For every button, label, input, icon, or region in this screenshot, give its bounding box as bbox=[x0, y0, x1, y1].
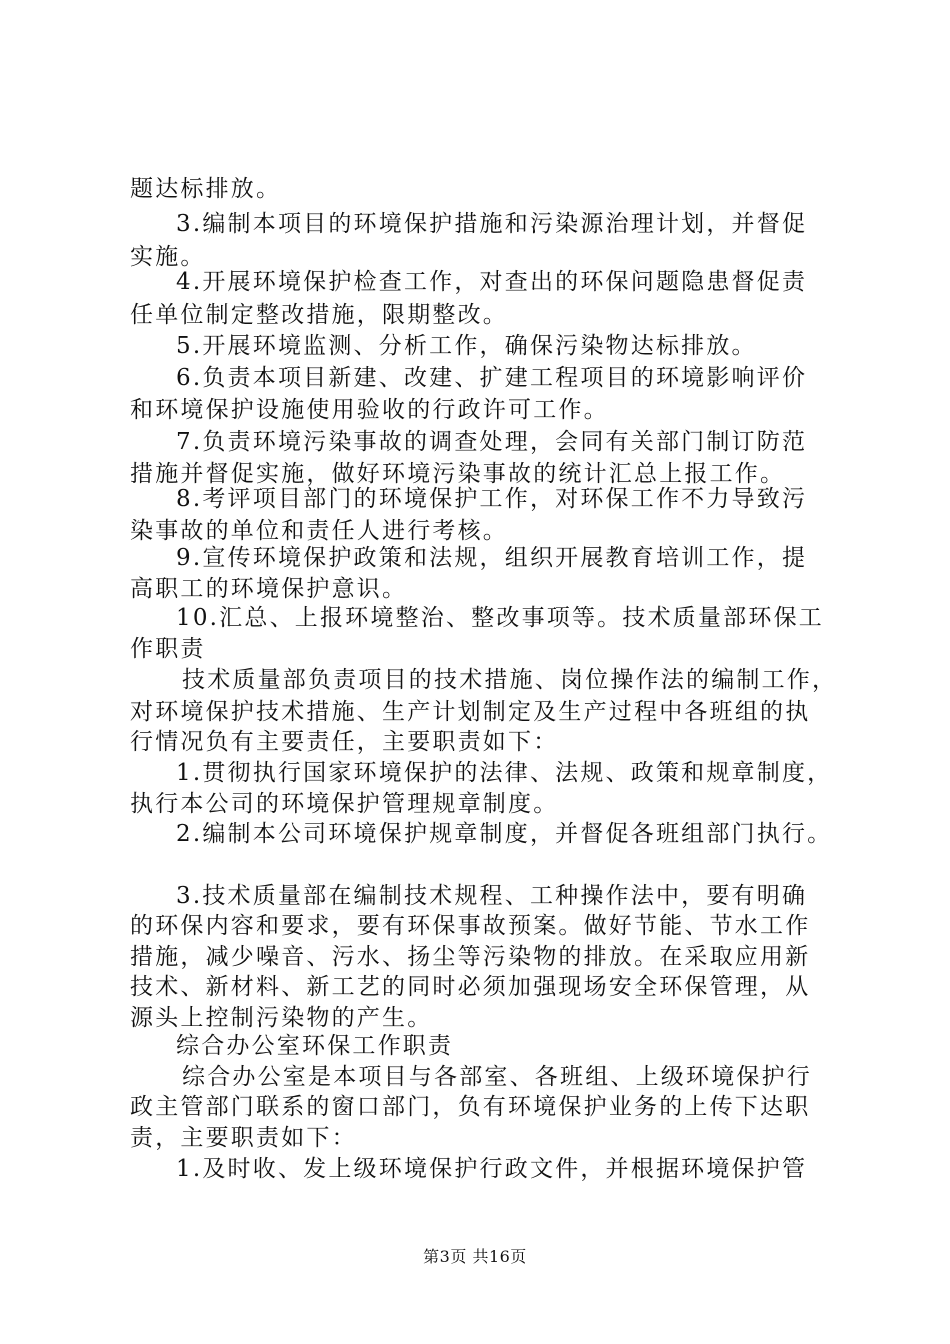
text-line: 执行本公司的环境保护管理规章制度。 bbox=[130, 791, 559, 817]
text-line: 1.贯彻执行国家环境保护的法律、法规、政策和规章制度， bbox=[176, 760, 833, 786]
text-line: 10.汇总、上报环境整治、整改事项等。技术质量部环保工 bbox=[176, 605, 824, 631]
text-line: 题达标排放。 bbox=[130, 176, 282, 202]
text-line: 高职工的环境保护意识。 bbox=[130, 576, 408, 602]
text-line: 对环境保护技术措施、生产计划制定及生产过程中各班组的执 bbox=[130, 699, 811, 725]
text-line: 技术质量部负责项目的技术措施、岗位操作法的编制工作， bbox=[182, 667, 838, 693]
text-line: 措施，减少噪音、污水、扬尘等污染物的排放。在采取应用新 bbox=[130, 944, 811, 970]
text-line: 染事故的单位和责任人进行考核。 bbox=[130, 518, 508, 544]
text-line: 6.负责本项目新建、改建、扩建工程项目的环境影响评价 bbox=[176, 365, 808, 391]
text-line: 3.编制本项目的环境保护措施和污染源治理计划，并督促 bbox=[176, 211, 808, 237]
text-line: 责，主要职责如下： bbox=[130, 1125, 357, 1151]
page-number-footer: 第3页 共16页 bbox=[423, 1247, 527, 1266]
text-line: 5.开展环境监测、分析工作，确保污染物达标排放。 bbox=[176, 333, 757, 359]
text-line: 8.考评项目部门的环境保护工作，对环保工作不力导致污 bbox=[176, 486, 808, 512]
text-line: 9.宣传环境保护政策和法规，组织开展教育培训工作，提 bbox=[176, 545, 808, 571]
text-line: 1.及时收、发上级环境保护行政文件，并根据环境保护管 bbox=[176, 1156, 808, 1182]
text-line: 的环保内容和要求，要有环保事故预案。做好节能、节水工作 bbox=[130, 913, 811, 939]
text-line: 政主管部门联系的窗口部门，负有环境保护业务的上传下达职 bbox=[130, 1094, 811, 1120]
text-line: 任单位制定整改措施，限期整改。 bbox=[130, 302, 508, 328]
text-line: 2.编制本公司环境保护规章制度，并督促各班组部门执行。 bbox=[176, 821, 833, 847]
text-line: 作职责 bbox=[130, 636, 206, 662]
section-heading: 综合办公室环保工作职责 bbox=[176, 1033, 454, 1059]
text-line: 综合办公室是本项目与各部室、各班组、上级环境保护行 bbox=[182, 1064, 812, 1090]
text-line: 行情况负有主要责任，主要职责如下： bbox=[130, 729, 559, 755]
text-line: 4.开展环境保护检查工作，对查出的环保问题隐患督促责 bbox=[176, 269, 808, 295]
text-line: 7.负责环境污染事故的调查处理，会同有关部门制订防范 bbox=[176, 429, 808, 455]
text-line: 实施。 bbox=[130, 244, 206, 270]
text-line: 技术、新材料、新工艺的同时必须加强现场安全环保管理，从 bbox=[130, 974, 811, 1000]
text-line: 措施并督促实施，做好环境污染事故的统计汇总上报工作。 bbox=[130, 461, 786, 487]
text-line: 3.技术质量部在编制技术规程、工种操作法中，要有明确 bbox=[176, 883, 808, 909]
text-line: 源头上控制污染物的产生。 bbox=[130, 1005, 433, 1031]
text-line: 和环境保护设施使用验收的行政许可工作。 bbox=[130, 397, 609, 423]
